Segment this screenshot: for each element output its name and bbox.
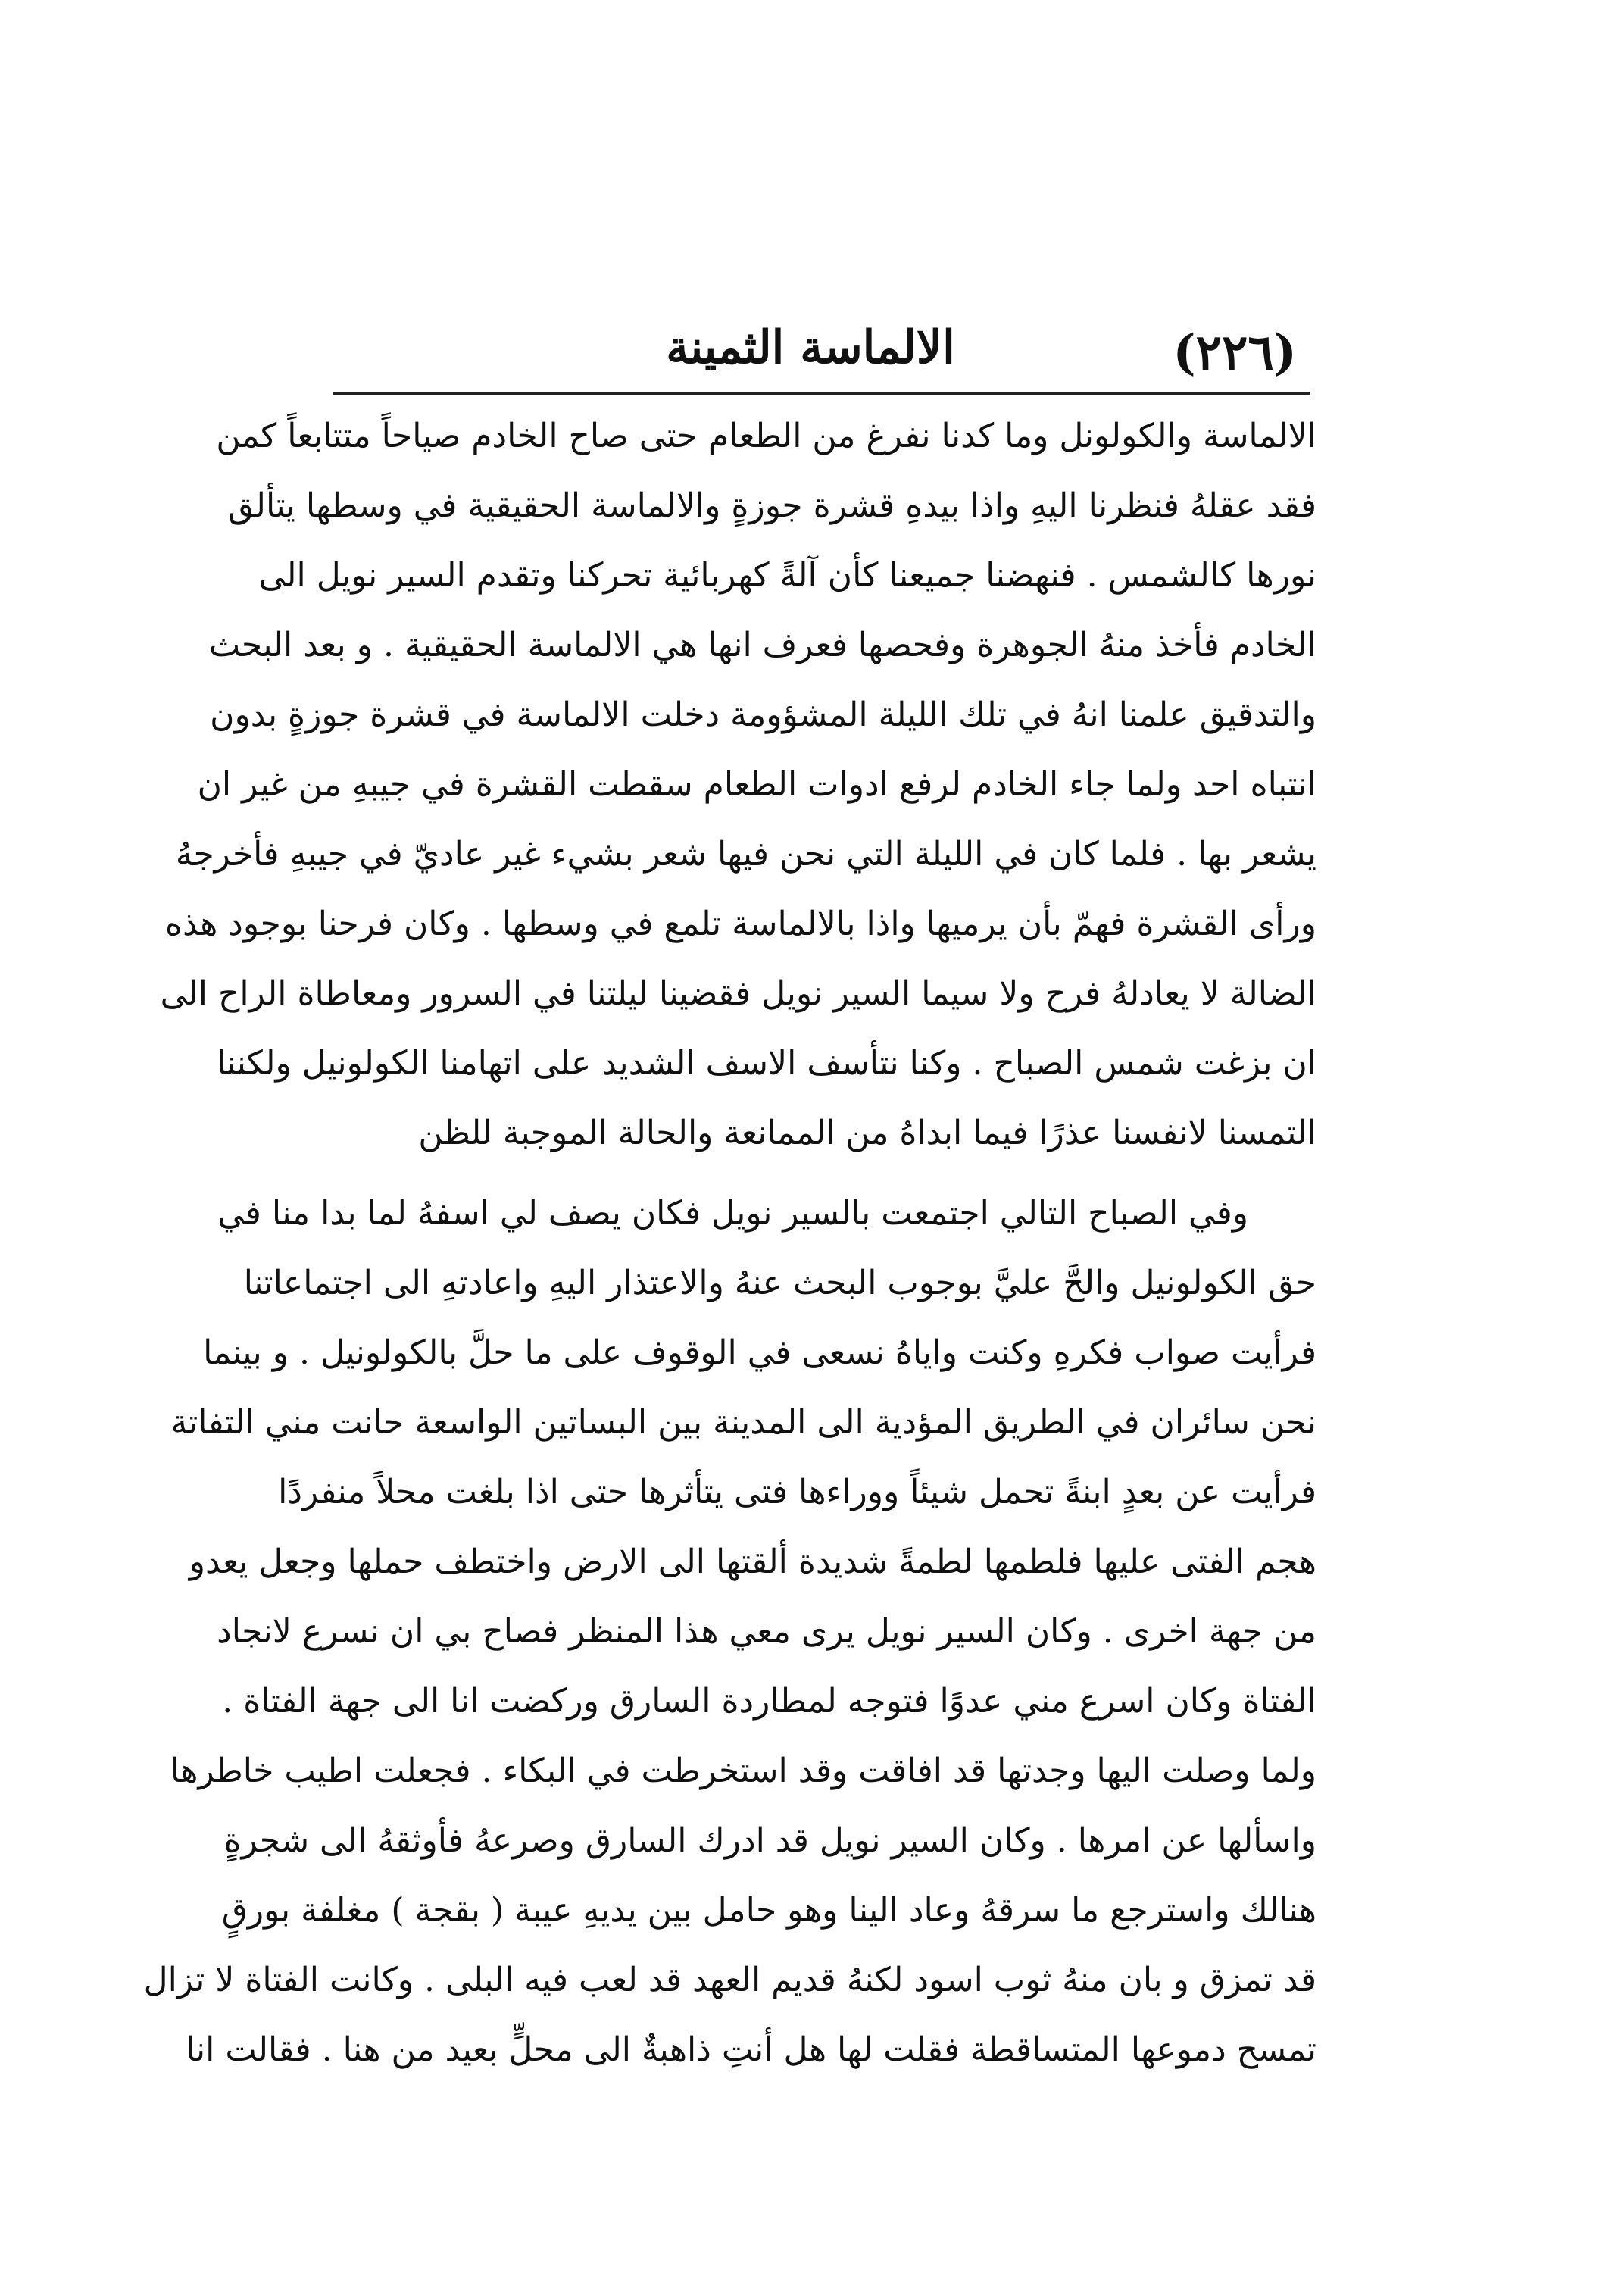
text-line: وفي الصباح التالي اجتمعت بالسير نويل فكان يصف لي اسفهُ لما بدا منا في (217, 1194, 1248, 1233)
text-line: نورها كالشمس . فنهضنا جميعنا كأن آلةً كهربائية تحركنا وتقدم السير نويل الى (258, 556, 1316, 595)
text-line: هنالك واسترجع ما سرقهُ وعاد الينا وهو حامل بين يديهِ عيبة ( بقجة ) مغلفة بورقٍ (221, 1891, 1316, 1930)
paragraph-2 (143, 1179, 1316, 2085)
text-line: ان بزغت شمس الصباح . وكنا نتأسف الاسف الشديد على اتهامنا الكولونيل ولكننا (216, 1044, 1316, 1083)
text-line: قد تمزق و بان منهُ ثوب اسود لكنهُ قديم العهد قد لعب فيه البلى . وكانت الفتاة لا تزال (143, 1961, 1316, 1999)
text-line: حق الكولونيل والحَّ عليَّ بوجوب البحث عنهُ والاعتذار اليهِ واعادتهِ الى اجتماعاتنا (243, 1264, 1316, 1302)
text-line: هجم الفتى عليها فلطمها لطمةً شديدة ألقتها الى الارض واختطف حملها وجعل يعدو (189, 1542, 1316, 1581)
text-line: يشعر بها . فلما كان في الليلة التي نحن فيها شعر بشيء غير عاديّ في جيبهِ فأخرجهُ (175, 835, 1316, 874)
text-line: فرأيت عن بعدٍ ابنةً تحمل شيئاً ووراءها فتى يتأثرها حتى اذا بلغت محلاً منفردًا (278, 1473, 1316, 1511)
running-title: الالماسة الثمينة (666, 321, 955, 374)
header-rule (333, 392, 1310, 395)
text-line: فقد عقلهُ فنظرنا اليهِ واذا بيدهِ قشرة جوزةٍ والالماسة الحقيقية في وسطها يتألق (227, 486, 1316, 525)
text-line: فرأيت صواب فكرهِ وكنت واياهُ نسعى في الوقوف على ما حلَّ بالكولونيل . و بينما (203, 1333, 1316, 1372)
text-line: من جهة اخرى . وكان السير نويل يرى معي هذا المنظر فصاح بي ان نسرع لانجاد (217, 1612, 1316, 1651)
text-line: تمسح دموعها المتساقطة فقلت لها هل أنتِ ذاهبةٌ الى محلٍّ بعيد من هنا . فقالت انا (186, 2030, 1316, 2069)
text-line: والتدقيق علمنا انهُ في تلك الليلة المشؤومة دخلت الالماسة في قشرة جوزةٍ بدون (210, 695, 1316, 734)
text-line: نحن سائران في الطريق المؤدية الى المدينة بين البساتين الواسعة حانت مني التفاتة (170, 1403, 1316, 1442)
body-text (143, 402, 1316, 2085)
text-line: الالماسة والكولونل وما كدنا نفرغ من الطعام حتى صاح الخادم صياحاً متتابعاً كمن (216, 417, 1316, 455)
text-line: التمسنا لانفسنا عذرًا فيما ابداهُ من الممانعة والحالة الموجبة للظن (418, 1114, 1316, 1152)
text-line: واسألها عن امرها . وكان السير نويل قد ادرك السارق وصرعهُ فأوثقهُ الى شجرةٍ (223, 1821, 1316, 1860)
paragraph-gap (318, 1168, 1316, 1179)
text-line: الخادم فأخذ منهُ الجوهرة وفحصها فعرف انها هي الالماسة الحقيقية . و بعد البحث (208, 626, 1316, 664)
text-line: انتباه احد ولما جاء الخادم لرفع ادوات الطعام سقطت القشرة في جيبهِ من غير ان (197, 765, 1316, 804)
paragraph-1 (160, 402, 1316, 1168)
text-line: الضالة لا يعادلهُ فرح ولا سيما السير نويل فقضينا ليلتنا في السرور ومعاطاة الراح الى (160, 974, 1316, 1013)
text-line: ولما وصلت اليها وجدتها قد افاقت وقد استخرطت في البكاء . فجعلت اطيب خاطرها (170, 1752, 1316, 1790)
page-number: (٢٢٦) (1173, 324, 1297, 381)
text-line: الفتاة وكان اسرع مني عدوًا فتوجه لمطاردة السارق وركضت انا الى جهة الفتاة . (222, 1682, 1316, 1721)
page-header (333, 309, 1310, 392)
text-line: ورأى القشرة فهمّ بأن يرميها واذا بالالماسة تلمع في وسطها . وكان فرحنا بوجود هذه (164, 905, 1316, 943)
